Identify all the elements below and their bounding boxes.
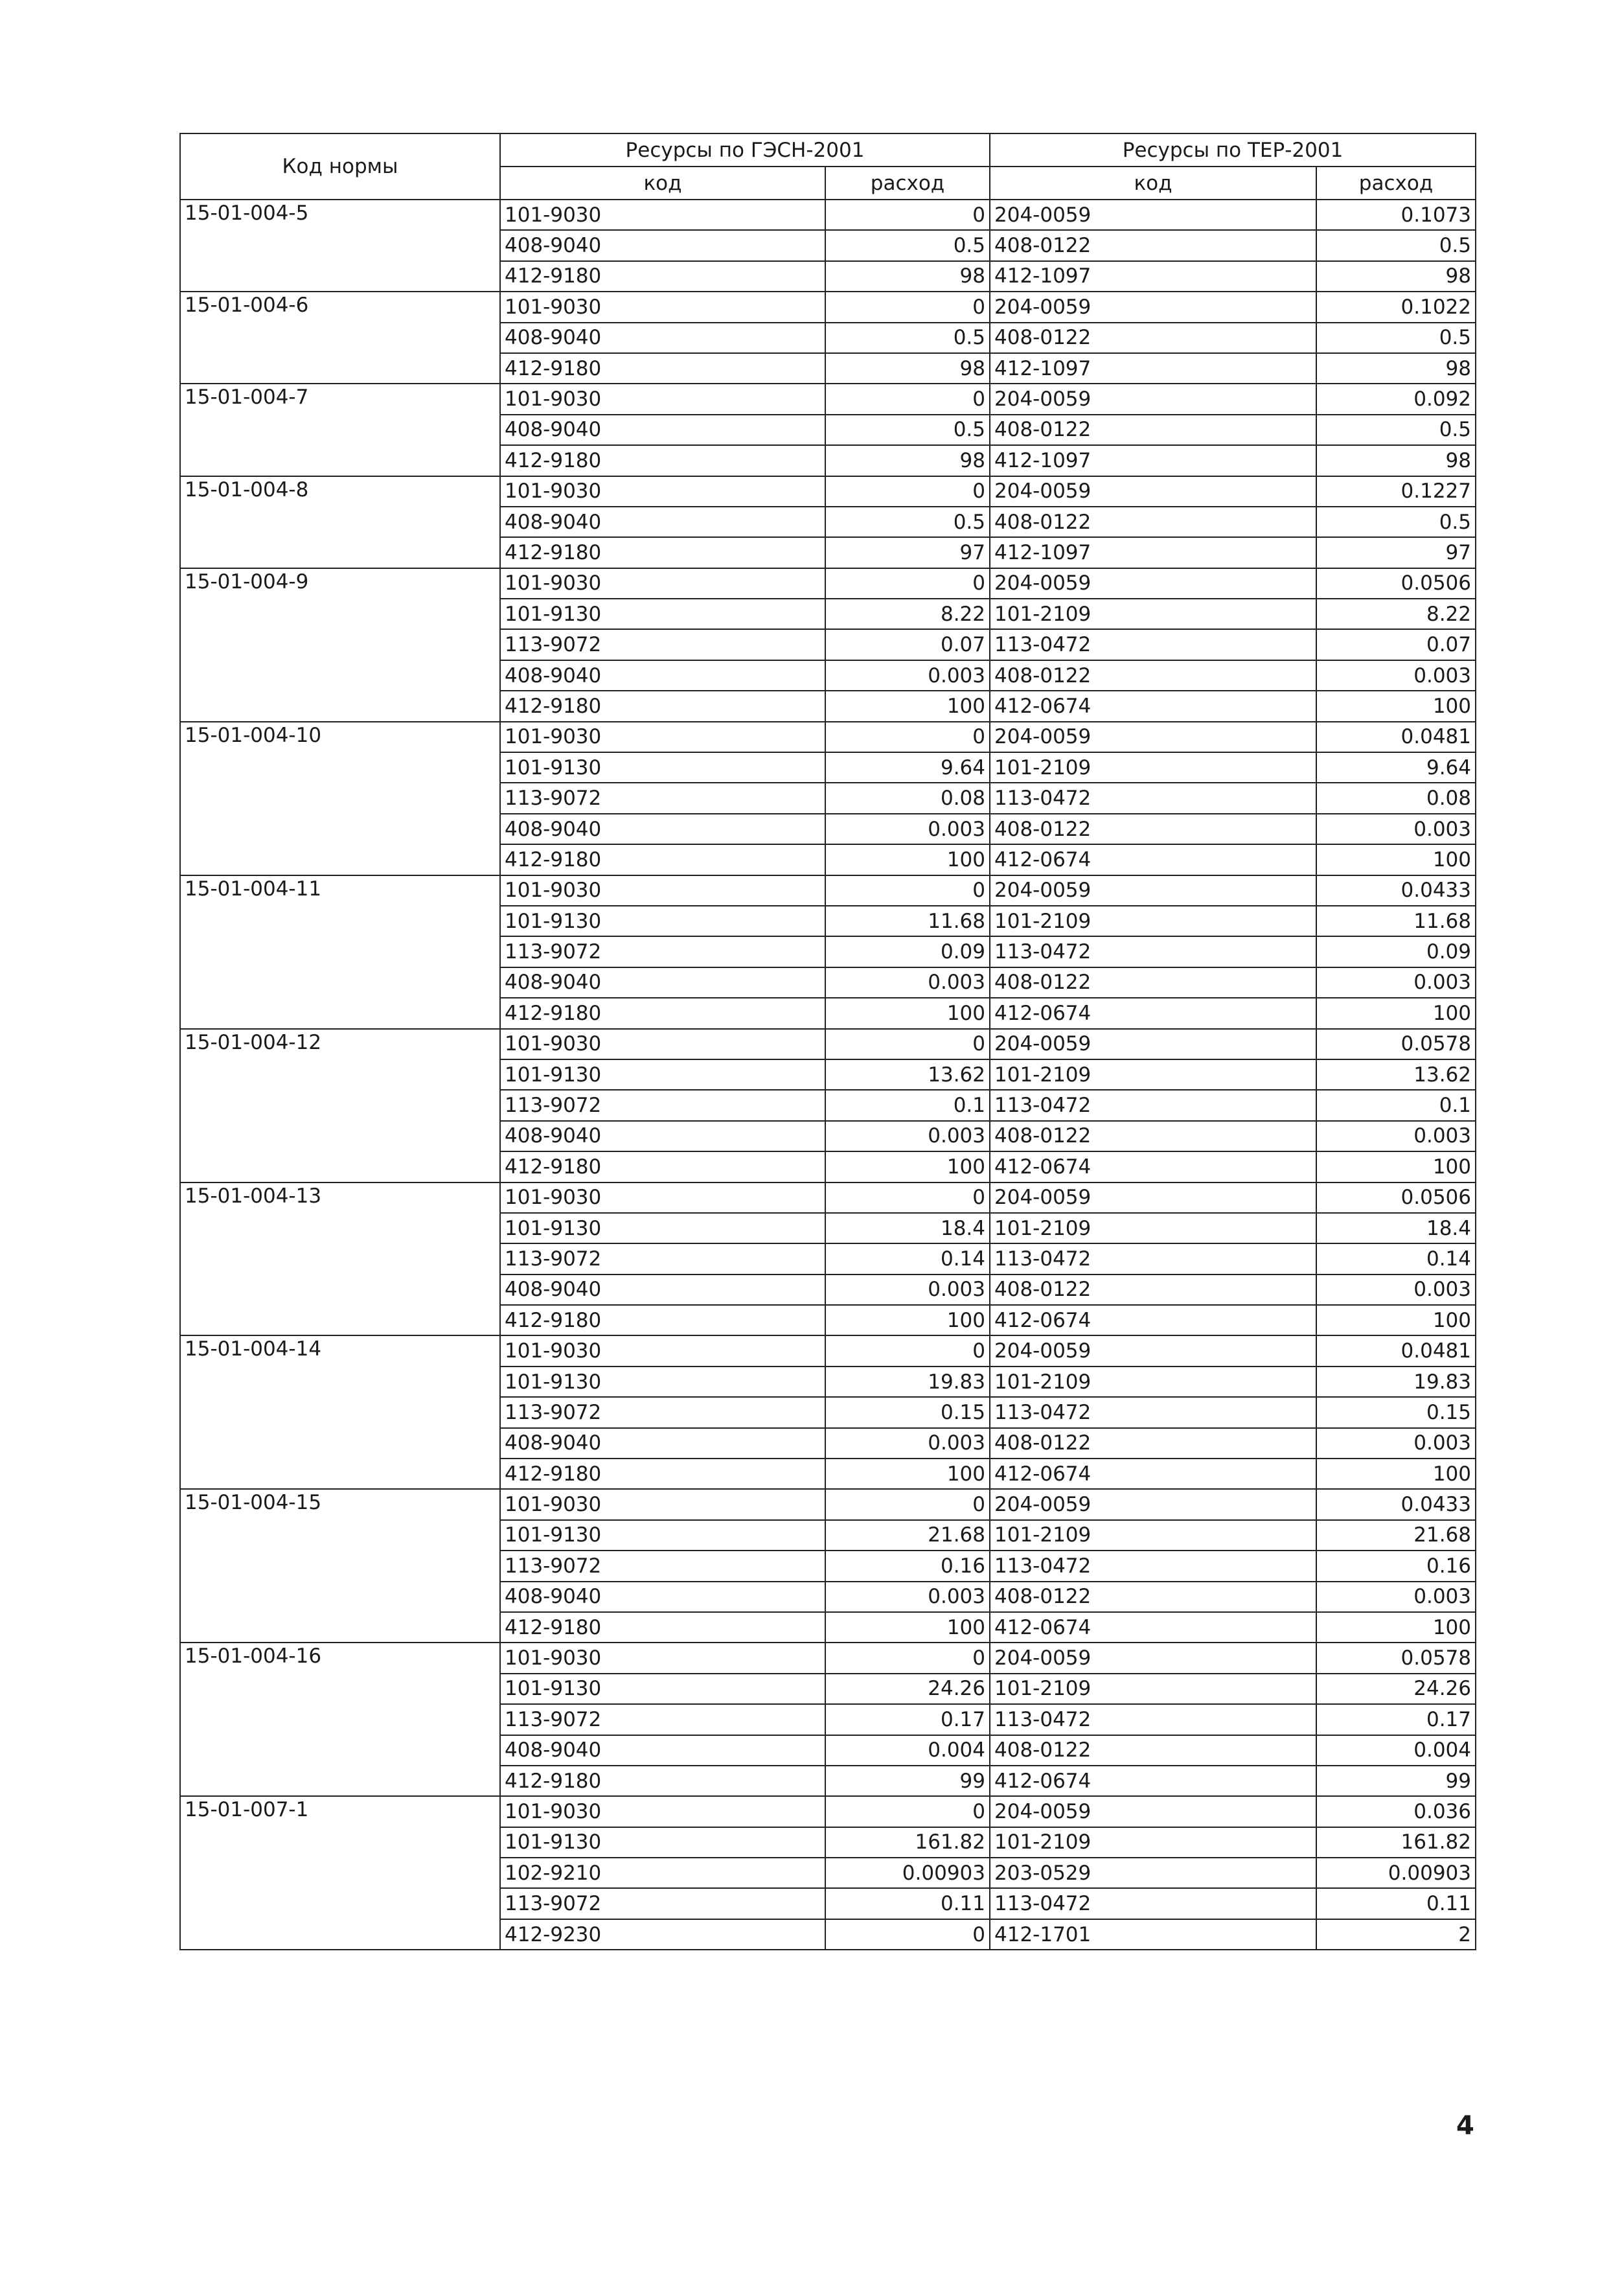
ter-consumption-cell: 0.5 [1316, 230, 1476, 260]
gesn-code-cell: 101-9130 [500, 1367, 825, 1397]
norm-code-cell: 15-01-004-10 [180, 722, 500, 875]
ter-consumption-cell: 0.0506 [1316, 1182, 1476, 1213]
gesn-consumption-cell: 0 [825, 722, 990, 752]
ter-consumption-cell: 0.1227 [1316, 476, 1476, 507]
ter-consumption-cell: 0.07 [1316, 629, 1476, 660]
ter-consumption-cell: 0.5 [1316, 415, 1476, 445]
ter-code-cell: 412-1097 [990, 445, 1316, 476]
ter-code-cell: 101-2109 [990, 1059, 1316, 1090]
gesn-consumption-cell: 100 [825, 1459, 990, 1489]
ter-code-cell: 113-0472 [990, 629, 1316, 660]
gesn-code-cell: 408-9040 [500, 415, 825, 445]
gesn-consumption-cell: 100 [825, 691, 990, 721]
ter-consumption-cell: 0.1022 [1316, 292, 1476, 322]
gesn-code-cell: 412-9180 [500, 1459, 825, 1489]
norm-code-cell: 15-01-004-16 [180, 1643, 500, 1796]
ter-consumption-cell: 0.003 [1316, 1121, 1476, 1151]
gesn-code-cell: 408-9040 [500, 323, 825, 353]
ter-code-cell: 101-2109 [990, 1827, 1316, 1858]
ter-consumption-cell: 0.0506 [1316, 568, 1476, 599]
ter-code-cell: 408-0122 [990, 967, 1316, 998]
ter-code-cell: 408-0122 [990, 1735, 1316, 1766]
ter-code-cell: 204-0059 [990, 1796, 1316, 1827]
ter-code-cell: 204-0059 [990, 1489, 1316, 1519]
ter-consumption-cell: 100 [1316, 1612, 1476, 1643]
ter-code-cell: 113-0472 [990, 1888, 1316, 1919]
gesn-code-cell: 101-9030 [500, 292, 825, 322]
ter-consumption-cell: 0.16 [1316, 1551, 1476, 1581]
ter-consumption-cell: 100 [1316, 844, 1476, 875]
ter-code-cell: 113-0472 [990, 1551, 1316, 1581]
header-norm-code: Код нормы [180, 133, 500, 200]
ter-consumption-cell: 18.4 [1316, 1213, 1476, 1243]
gesn-code-cell: 101-9030 [500, 384, 825, 414]
gesn-consumption-cell: 8.22 [825, 599, 990, 629]
gesn-consumption-cell: 98 [825, 353, 990, 384]
gesn-code-cell: 408-9040 [500, 967, 825, 998]
header-ter-consumption: расход [1316, 167, 1476, 200]
gesn-code-cell: 101-9130 [500, 1059, 825, 1090]
table-row [180, 384, 1476, 414]
ter-code-cell: 204-0059 [990, 200, 1316, 230]
gesn-consumption-cell: 98 [825, 445, 990, 476]
ter-code-cell: 408-0122 [990, 230, 1316, 260]
ter-consumption-cell: 0.0578 [1316, 1643, 1476, 1673]
ter-consumption-cell: 100 [1316, 691, 1476, 721]
page-number: 4 [1456, 2111, 1474, 2141]
gesn-consumption-cell: 0 [825, 1919, 990, 1950]
table-body [180, 200, 1476, 1950]
ter-code-cell: 204-0059 [990, 1029, 1316, 1059]
gesn-consumption-cell: 0.003 [825, 1275, 990, 1305]
ter-code-cell: 412-0674 [990, 1305, 1316, 1335]
table-row [180, 568, 1476, 599]
ter-code-cell: 101-2109 [990, 1520, 1316, 1551]
gesn-code-cell: 412-9180 [500, 691, 825, 721]
table-row [180, 722, 1476, 752]
ter-code-cell: 412-0674 [990, 1612, 1316, 1643]
ter-code-cell: 408-0122 [990, 507, 1316, 537]
ter-consumption-cell: 0.003 [1316, 1582, 1476, 1612]
gesn-code-cell: 101-9130 [500, 906, 825, 936]
ter-consumption-cell: 0.08 [1316, 783, 1476, 813]
ter-consumption-cell: 0.5 [1316, 507, 1476, 537]
gesn-code-cell: 412-9180 [500, 998, 825, 1028]
gesn-code-cell: 101-9030 [500, 1335, 825, 1366]
gesn-consumption-cell: 0.003 [825, 1582, 990, 1612]
gesn-code-cell: 101-9130 [500, 599, 825, 629]
gesn-consumption-cell: 0.003 [825, 660, 990, 691]
gesn-code-cell: 101-9030 [500, 1643, 825, 1673]
ter-consumption-cell: 100 [1316, 1305, 1476, 1335]
gesn-consumption-cell: 24.26 [825, 1674, 990, 1704]
ter-code-cell: 408-0122 [990, 415, 1316, 445]
gesn-code-cell: 101-9130 [500, 1674, 825, 1704]
gesn-code-cell: 113-9072 [500, 629, 825, 660]
table-row [180, 1796, 1476, 1827]
ter-code-cell: 408-0122 [990, 1428, 1316, 1459]
gesn-code-cell: 412-9180 [500, 844, 825, 875]
ter-consumption-cell: 98 [1316, 445, 1476, 476]
ter-code-cell: 412-0674 [990, 1459, 1316, 1489]
ter-code-cell: 101-2109 [990, 1674, 1316, 1704]
ter-code-cell: 412-0674 [990, 1766, 1316, 1796]
gesn-consumption-cell: 0 [825, 1335, 990, 1366]
header-gesn-code: код [500, 167, 825, 200]
gesn-code-cell: 113-9072 [500, 1551, 825, 1581]
gesn-code-cell: 412-9180 [500, 353, 825, 384]
gesn-consumption-cell: 100 [825, 998, 990, 1028]
ter-code-cell: 204-0059 [990, 568, 1316, 599]
ter-consumption-cell: 21.68 [1316, 1520, 1476, 1551]
gesn-code-cell: 101-9130 [500, 752, 825, 783]
gesn-consumption-cell: 0.08 [825, 783, 990, 813]
gesn-consumption-cell: 99 [825, 1766, 990, 1796]
table-row [180, 1489, 1476, 1519]
gesn-consumption-cell: 0 [825, 1182, 990, 1213]
header-gesn-consumption: расход [825, 167, 990, 200]
gesn-consumption-cell: 0.003 [825, 967, 990, 998]
ter-consumption-cell: 99 [1316, 1766, 1476, 1796]
gesn-consumption-cell: 100 [825, 1305, 990, 1335]
ter-code-cell: 412-1097 [990, 353, 1316, 384]
ter-code-cell: 408-0122 [990, 323, 1316, 353]
gesn-code-cell: 412-9180 [500, 445, 825, 476]
ter-code-cell: 113-0472 [990, 1243, 1316, 1274]
gesn-code-cell: 412-9180 [500, 537, 825, 568]
gesn-code-cell: 412-9180 [500, 1151, 825, 1182]
ter-consumption-cell: 2 [1316, 1919, 1476, 1950]
ter-code-cell: 412-0674 [990, 1151, 1316, 1182]
gesn-consumption-cell: 0 [825, 1489, 990, 1519]
ter-code-cell: 204-0059 [990, 476, 1316, 507]
ter-code-cell: 408-0122 [990, 1275, 1316, 1305]
gesn-consumption-cell: 161.82 [825, 1827, 990, 1858]
ter-consumption-cell: 0.0578 [1316, 1029, 1476, 1059]
ter-consumption-cell: 9.64 [1316, 752, 1476, 783]
ter-consumption-cell: 0.092 [1316, 384, 1476, 414]
norm-code-cell: 15-01-004-9 [180, 568, 500, 722]
ter-code-cell: 412-1097 [990, 537, 1316, 568]
gesn-consumption-cell: 100 [825, 1151, 990, 1182]
gesn-code-cell: 408-9040 [500, 1275, 825, 1305]
ter-consumption-cell: 11.68 [1316, 906, 1476, 936]
gesn-code-cell: 113-9072 [500, 1704, 825, 1735]
table-row [180, 476, 1476, 507]
gesn-code-cell: 408-9040 [500, 1428, 825, 1459]
header-ter-resources: Ресурсы по ТЕР-2001 [990, 133, 1476, 167]
gesn-consumption-cell: 19.83 [825, 1367, 990, 1397]
ter-code-cell: 412-0674 [990, 691, 1316, 721]
gesn-code-cell: 408-9040 [500, 814, 825, 844]
gesn-code-cell: 408-9040 [500, 230, 825, 260]
ter-code-cell: 101-2109 [990, 599, 1316, 629]
gesn-code-cell: 102-9210 [500, 1858, 825, 1888]
gesn-code-cell: 113-9072 [500, 1397, 825, 1427]
table-header [180, 133, 1476, 200]
gesn-code-cell: 408-9040 [500, 660, 825, 691]
ter-code-cell: 101-2109 [990, 1367, 1316, 1397]
table-row [180, 1643, 1476, 1673]
ter-consumption-cell: 0.003 [1316, 1275, 1476, 1305]
norm-code-cell: 15-01-004-15 [180, 1489, 500, 1643]
gesn-consumption-cell: 0 [825, 1029, 990, 1059]
ter-code-cell: 204-0059 [990, 722, 1316, 752]
gesn-consumption-cell: 0.5 [825, 323, 990, 353]
norm-code-cell: 15-01-007-1 [180, 1796, 500, 1950]
gesn-consumption-cell: 0.14 [825, 1243, 990, 1274]
ter-consumption-cell: 0.003 [1316, 814, 1476, 844]
gesn-consumption-cell: 0.09 [825, 936, 990, 967]
gesn-code-cell: 101-9130 [500, 1520, 825, 1551]
table-row [180, 200, 1476, 230]
gesn-consumption-cell: 0.5 [825, 230, 990, 260]
table-row [180, 1335, 1476, 1366]
ter-code-cell: 412-1097 [990, 261, 1316, 292]
ter-consumption-cell: 0.17 [1316, 1704, 1476, 1735]
gesn-code-cell: 412-9230 [500, 1919, 825, 1950]
ter-consumption-cell: 98 [1316, 353, 1476, 384]
gesn-consumption-cell: 0 [825, 200, 990, 230]
gesn-consumption-cell: 0.003 [825, 1121, 990, 1151]
ter-code-cell: 408-0122 [990, 660, 1316, 691]
gesn-consumption-cell: 0.16 [825, 1551, 990, 1581]
ter-consumption-cell: 0.0433 [1316, 1489, 1476, 1519]
gesn-consumption-cell: 0 [825, 568, 990, 599]
gesn-code-cell: 412-9180 [500, 1766, 825, 1796]
ter-consumption-cell: 0.14 [1316, 1243, 1476, 1274]
ter-code-cell: 408-0122 [990, 1121, 1316, 1151]
resources-table [179, 133, 1476, 1950]
gesn-code-cell: 101-9030 [500, 568, 825, 599]
ter-consumption-cell: 0.11 [1316, 1888, 1476, 1919]
norm-code-cell: 15-01-004-14 [180, 1335, 500, 1489]
gesn-consumption-cell: 18.4 [825, 1213, 990, 1243]
ter-consumption-cell: 0.15 [1316, 1397, 1476, 1427]
gesn-consumption-cell: 0 [825, 1643, 990, 1673]
ter-consumption-cell: 0.5 [1316, 323, 1476, 353]
ter-code-cell: 113-0472 [990, 1704, 1316, 1735]
gesn-code-cell: 113-9072 [500, 783, 825, 813]
norm-code-cell: 15-01-004-7 [180, 384, 500, 476]
norm-code-cell: 15-01-004-6 [180, 292, 500, 384]
ter-consumption-cell: 0.003 [1316, 660, 1476, 691]
gesn-consumption-cell: 0.07 [825, 629, 990, 660]
gesn-consumption-cell: 0 [825, 1796, 990, 1827]
ter-consumption-cell: 24.26 [1316, 1674, 1476, 1704]
ter-consumption-cell: 161.82 [1316, 1827, 1476, 1858]
gesn-consumption-cell: 0.1 [825, 1090, 990, 1120]
ter-consumption-cell: 0.09 [1316, 936, 1476, 967]
gesn-consumption-cell: 0.15 [825, 1397, 990, 1427]
gesn-code-cell: 113-9072 [500, 1243, 825, 1274]
norm-code-cell: 15-01-004-5 [180, 200, 500, 292]
gesn-code-cell: 101-9030 [500, 1796, 825, 1827]
ter-consumption-cell: 0.003 [1316, 967, 1476, 998]
gesn-consumption-cell: 100 [825, 1612, 990, 1643]
table-row [180, 292, 1476, 322]
gesn-code-cell: 101-9130 [500, 1827, 825, 1858]
gesn-code-cell: 408-9040 [500, 1121, 825, 1151]
gesn-consumption-cell: 11.68 [825, 906, 990, 936]
gesn-consumption-cell: 0.004 [825, 1735, 990, 1766]
header-ter-code: код [990, 167, 1316, 200]
gesn-code-cell: 101-9030 [500, 200, 825, 230]
ter-code-cell: 412-0674 [990, 998, 1316, 1028]
ter-consumption-cell: 0.0433 [1316, 875, 1476, 906]
norm-code-cell: 15-01-004-13 [180, 1182, 500, 1336]
ter-code-cell: 204-0059 [990, 1335, 1316, 1366]
gesn-consumption-cell: 98 [825, 261, 990, 292]
gesn-code-cell: 113-9072 [500, 1090, 825, 1120]
gesn-consumption-cell: 100 [825, 844, 990, 875]
ter-code-cell: 204-0059 [990, 875, 1316, 906]
norm-code-cell: 15-01-004-11 [180, 875, 500, 1029]
ter-code-cell: 101-2109 [990, 752, 1316, 783]
ter-code-cell: 113-0472 [990, 1397, 1316, 1427]
header-gesn-resources: Ресурсы по ГЭСН-2001 [500, 133, 990, 167]
ter-code-cell: 204-0059 [990, 1182, 1316, 1213]
ter-code-cell: 101-2109 [990, 906, 1316, 936]
ter-consumption-cell: 0.004 [1316, 1735, 1476, 1766]
gesn-code-cell: 408-9040 [500, 1735, 825, 1766]
ter-consumption-cell: 97 [1316, 537, 1476, 568]
gesn-code-cell: 101-9030 [500, 722, 825, 752]
ter-consumption-cell: 8.22 [1316, 599, 1476, 629]
gesn-consumption-cell: 0.5 [825, 507, 990, 537]
gesn-consumption-cell: 0 [825, 875, 990, 906]
ter-consumption-cell: 0.00903 [1316, 1858, 1476, 1888]
gesn-code-cell: 408-9040 [500, 1582, 825, 1612]
ter-code-cell: 412-0674 [990, 844, 1316, 875]
ter-consumption-cell: 19.83 [1316, 1367, 1476, 1397]
gesn-consumption-cell: 0.00903 [825, 1858, 990, 1888]
gesn-code-cell: 101-9030 [500, 875, 825, 906]
gesn-consumption-cell: 0.11 [825, 1888, 990, 1919]
gesn-code-cell: 412-9180 [500, 261, 825, 292]
gesn-code-cell: 113-9072 [500, 936, 825, 967]
gesn-consumption-cell: 0.17 [825, 1704, 990, 1735]
gesn-consumption-cell: 0.003 [825, 1428, 990, 1459]
gesn-consumption-cell: 0.003 [825, 814, 990, 844]
ter-code-cell: 408-0122 [990, 1582, 1316, 1612]
norm-code-cell: 15-01-004-12 [180, 1029, 500, 1182]
ter-consumption-cell: 0.0481 [1316, 1335, 1476, 1366]
ter-code-cell: 101-2109 [990, 1213, 1316, 1243]
ter-consumption-cell: 0.003 [1316, 1428, 1476, 1459]
gesn-code-cell: 101-9030 [500, 1489, 825, 1519]
ter-code-cell: 113-0472 [990, 783, 1316, 813]
ter-code-cell: 113-0472 [990, 936, 1316, 967]
table-row [180, 875, 1476, 906]
ter-consumption-cell: 0.036 [1316, 1796, 1476, 1827]
ter-consumption-cell: 100 [1316, 998, 1476, 1028]
ter-code-cell: 113-0472 [990, 1090, 1316, 1120]
gesn-consumption-cell: 13.62 [825, 1059, 990, 1090]
gesn-code-cell: 101-9030 [500, 476, 825, 507]
gesn-consumption-cell: 0 [825, 292, 990, 322]
gesn-code-cell: 101-9030 [500, 1182, 825, 1213]
gesn-consumption-cell: 9.64 [825, 752, 990, 783]
ter-code-cell: 204-0059 [990, 292, 1316, 322]
ter-consumption-cell: 98 [1316, 261, 1476, 292]
ter-code-cell: 412-1701 [990, 1919, 1316, 1950]
gesn-code-cell: 412-9180 [500, 1612, 825, 1643]
gesn-code-cell: 113-9072 [500, 1888, 825, 1919]
ter-consumption-cell: 0.1073 [1316, 200, 1476, 230]
ter-code-cell: 204-0059 [990, 1643, 1316, 1673]
table-row [180, 1029, 1476, 1059]
gesn-code-cell: 101-9030 [500, 1029, 825, 1059]
ter-code-cell: 408-0122 [990, 814, 1316, 844]
norm-code-cell: 15-01-004-8 [180, 476, 500, 568]
ter-consumption-cell: 100 [1316, 1151, 1476, 1182]
gesn-code-cell: 408-9040 [500, 507, 825, 537]
gesn-consumption-cell: 0.5 [825, 415, 990, 445]
ter-code-cell: 204-0059 [990, 384, 1316, 414]
gesn-consumption-cell: 0 [825, 384, 990, 414]
ter-consumption-cell: 0.0481 [1316, 722, 1476, 752]
gesn-code-cell: 412-9180 [500, 1305, 825, 1335]
ter-code-cell: 203-0529 [990, 1858, 1316, 1888]
table-row [180, 1182, 1476, 1213]
ter-consumption-cell: 13.62 [1316, 1059, 1476, 1090]
ter-consumption-cell: 100 [1316, 1459, 1476, 1489]
gesn-code-cell: 101-9130 [500, 1213, 825, 1243]
gesn-consumption-cell: 21.68 [825, 1520, 990, 1551]
gesn-consumption-cell: 0 [825, 476, 990, 507]
ter-consumption-cell: 0.1 [1316, 1090, 1476, 1120]
gesn-consumption-cell: 97 [825, 537, 990, 568]
